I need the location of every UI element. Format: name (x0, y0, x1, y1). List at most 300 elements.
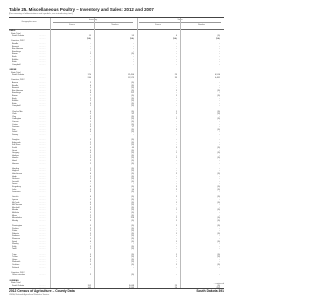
table-cell: 3 (89, 258, 91, 261)
table-cell: - (219, 162, 220, 165)
leader-dots: ......... (39, 196, 46, 199)
row-label: Jerauld (12, 180, 19, 183)
table-cell: 240 (87, 76, 91, 79)
table-cell: (D) (131, 201, 134, 204)
table-cell: 3 (89, 149, 91, 152)
table-cell: (D) (131, 162, 134, 165)
table-cell: 2 (89, 144, 91, 147)
leader-dots: ......... (39, 235, 46, 238)
row-label: Brule (12, 56, 17, 58)
leader-dots: ......... (39, 162, 46, 165)
table-cell: (D) (131, 105, 134, 108)
row-label: Butte (12, 61, 17, 64)
table-cell: (D) (217, 201, 220, 204)
leader-dots: ......... (39, 160, 46, 162)
table-cell: - (219, 230, 220, 233)
table-cell: - (176, 245, 177, 248)
table-cell: 5 (89, 139, 91, 142)
table-cell: - (219, 141, 220, 144)
table-cell: - (176, 154, 177, 157)
row-label: Hutchinson (12, 173, 23, 175)
table-cell: 6 (89, 256, 91, 259)
table-cell: 1 (89, 167, 91, 170)
table-cell: (D) (131, 170, 134, 173)
table-cell: - (176, 248, 177, 251)
table-cell: (D) (131, 84, 134, 87)
table-cell: 3,048 (128, 284, 134, 287)
table-cell: (D) (217, 232, 220, 235)
row-label: Perkins (12, 227, 19, 230)
leader-dots: ......... (39, 113, 46, 116)
table-cell: - (176, 102, 177, 105)
table-cell: 6,916 (214, 74, 220, 77)
table-cell: - (219, 199, 220, 201)
table-cell: (D) (131, 191, 134, 194)
table-cell: (D) (217, 264, 220, 266)
footer-agency: USDA, National Agricultural Statistics Service (9, 293, 50, 296)
table-cell: - (133, 63, 134, 66)
table-cell: 3 (89, 157, 91, 160)
leader-dots: ......... (39, 243, 46, 246)
table-header (9, 18, 224, 30)
table-cell: (D) (131, 102, 134, 105)
row-label: Brookings (12, 92, 21, 95)
table-cell: 1 (175, 201, 177, 204)
table-cell: - (176, 123, 177, 126)
leader-dots: ......... (39, 183, 46, 186)
row-label: Beadle (12, 43, 19, 45)
table-cell: 1 (175, 157, 177, 160)
table-cell: - (90, 45, 91, 48)
table-cell: (D) (217, 188, 220, 191)
table-cell: 1 (175, 147, 177, 149)
table-cell: 165 (87, 287, 91, 290)
row-label: State Total (11, 32, 21, 35)
row-label: GEESE (9, 69, 17, 71)
table-cell: 62 (131, 113, 134, 116)
leader-dots: ......... (39, 212, 46, 214)
table-cell: - (90, 56, 91, 58)
table-cell: (D) (131, 235, 134, 238)
table-cell: - (133, 48, 134, 51)
table-cell: (D) (217, 95, 220, 97)
table-cell: 4 (89, 209, 91, 212)
leader-dots: ......... (39, 261, 46, 264)
table-cell: - (219, 160, 220, 162)
table-cell: - (176, 53, 177, 56)
row-label: Lake (12, 188, 17, 191)
leader-dots: ......... (39, 238, 46, 240)
row-label: Buffalo (12, 100, 19, 103)
leader-dots: ......... (39, 102, 46, 105)
row-label: Walworth (12, 261, 21, 264)
leader-dots: ......... (39, 157, 46, 160)
table-cell: 2 (89, 274, 91, 277)
row-label: Counties, 2012 (11, 40, 25, 43)
row-label: Beadle (12, 84, 19, 87)
row-label: EMUS (9, 30, 16, 32)
table-cell: - (219, 92, 220, 95)
table-cell: 1 (89, 105, 91, 108)
row-label: Campbell (12, 105, 21, 108)
table-cell: - (176, 204, 177, 207)
table-cell: - (219, 131, 220, 134)
leader-dots: ......... (39, 274, 46, 277)
table-cell: - (90, 63, 91, 66)
row-label: Other counties (12, 274, 26, 277)
table-cell: - (176, 56, 177, 58)
table-cell: - (219, 115, 220, 118)
row-label: Brown (12, 53, 18, 56)
table-cell: 1 (175, 253, 177, 256)
row-label: Fall River (12, 144, 21, 147)
table-cell: - (176, 183, 177, 186)
table-cell: (D) (131, 196, 134, 199)
table-cell: - (219, 214, 220, 217)
row-label: South Dakota (12, 284, 25, 287)
table-cell: - (176, 141, 177, 144)
table-cell: (D) (131, 186, 134, 188)
table-cell: (D) (131, 258, 134, 261)
table-cell: - (219, 274, 220, 277)
table-cell: 1 (89, 53, 91, 56)
table-cell: 5 (89, 232, 91, 235)
table-cell: 1 (175, 196, 177, 199)
header-col-number-2: Number (197, 23, 206, 26)
row-label: Lawrence (12, 191, 21, 194)
table-cell: - (219, 258, 220, 261)
table-cell: 3 (89, 131, 91, 134)
table-cell: 2 (89, 170, 91, 173)
leader-dots: ......... (39, 167, 46, 170)
table-cell: (D) (217, 219, 220, 222)
table-cell: (D) (131, 214, 134, 217)
table-cell: 1 (89, 230, 91, 233)
table-cell: 152 (87, 284, 91, 287)
header-group-inventory: Inventory (88, 18, 98, 21)
table-cell: - (176, 105, 177, 108)
row-label: Union (12, 258, 18, 261)
leader-dots: ......... (39, 204, 46, 207)
table-cell: - (219, 170, 220, 173)
leader-dots: ......... (39, 56, 46, 58)
table-cell: (D) (131, 95, 134, 97)
table-cell: 5 (89, 113, 91, 116)
leader-dots: ......... (39, 147, 46, 149)
table-cell: - (133, 56, 134, 58)
table-cell: 2 (89, 123, 91, 126)
table-cell: 126 (130, 217, 134, 220)
leader-dots: ......... (39, 84, 46, 87)
row-label: Brown (12, 95, 18, 97)
table-cell: - (90, 61, 91, 64)
table-cell: 1 (175, 128, 177, 131)
leader-dots: ......... (39, 144, 46, 147)
leader-dots: ......... (39, 53, 46, 56)
leader-dots: ......... (39, 178, 46, 181)
row-label: Jackson (12, 178, 20, 181)
leader-dots: ......... (39, 100, 46, 103)
row-label: Minnehaha (12, 217, 22, 220)
table-cell: 4 (89, 240, 91, 243)
table-cell: 1 (89, 87, 91, 90)
leader-dots: ......... (39, 173, 46, 175)
table-cell: - (176, 115, 177, 118)
row-label: Hyde (12, 175, 17, 178)
table-cell: - (176, 45, 177, 48)
leader-dots: ......... (39, 225, 46, 227)
row-label: Edmunds (12, 141, 21, 144)
table-cell: - (176, 258, 177, 261)
table-cell: - (176, 82, 177, 84)
table-cell: 1 (89, 238, 91, 240)
table-cell: - (176, 191, 177, 194)
table-cell: - (176, 92, 177, 95)
table-cell: 24 (174, 287, 177, 290)
table-cell: 9 (89, 217, 91, 220)
leader-dots: ......... (39, 43, 46, 45)
table-cell: - (176, 126, 177, 129)
leader-dots: ......... (39, 219, 46, 222)
table-cell: (D) (217, 240, 220, 243)
row-label: South Dakota (12, 74, 25, 77)
table-cell: - (176, 50, 177, 53)
table-cell: - (219, 126, 220, 129)
table-cell: (D) (217, 118, 220, 121)
table-cell: (D) (131, 256, 134, 259)
leader-dots: ......... (39, 82, 46, 84)
table-cell: 6 (89, 92, 91, 95)
table-cell: (D) (131, 89, 134, 92)
table-cell: (D) (217, 147, 220, 149)
table-cell: (D) (217, 217, 220, 220)
leader-dots: ......... (39, 206, 46, 209)
table-cell: (D) (131, 97, 134, 100)
table-cell: - (176, 139, 177, 142)
leader-dots: ......... (39, 209, 46, 212)
row-label: Brookings (12, 50, 21, 53)
table-cell: 5 (89, 264, 91, 266)
leader-dots: ......... (39, 87, 46, 90)
table-cell: (D) (131, 212, 134, 214)
row-label: State Total (11, 71, 21, 74)
table-cell: (D) (217, 196, 220, 199)
table-cell: 1 (175, 89, 177, 92)
table-cell: (D) (131, 144, 134, 147)
row-label: Roberts (12, 232, 20, 235)
table-cell: 2 (89, 214, 91, 217)
table-cell: (D) (217, 157, 220, 160)
leader-dots: ......... (39, 126, 46, 129)
row-label: Lyman (12, 199, 18, 201)
leader-dots: ......... (39, 58, 46, 61)
row-label: Turner (12, 256, 18, 259)
table-cell: (D) (131, 180, 134, 183)
leader-dots: ......... (39, 141, 46, 144)
header-group-sales: Sales (177, 18, 183, 21)
table-cell: - (219, 63, 220, 66)
table-cell: - (219, 139, 220, 142)
row-label: GUINEAS (9, 279, 19, 282)
table-cell: - (176, 214, 177, 217)
row-label: Bon Homme (12, 89, 24, 92)
table-cell: 1 (175, 209, 177, 212)
table-cell: - (176, 121, 177, 123)
row-label: McPherson (12, 204, 23, 207)
leader-dots: ......... (39, 230, 46, 233)
table-cell: - (133, 61, 134, 64)
table-cell: - (219, 134, 220, 136)
table-cell: (D) (217, 152, 220, 155)
row-label: Counties, 2012 (11, 271, 25, 274)
table-cell: 1 (89, 248, 91, 251)
table-cell: - (176, 84, 177, 87)
row-label: Brule (12, 97, 17, 100)
leader-dots: ......... (39, 105, 46, 108)
table-cell: - (176, 162, 177, 165)
table-cell: 5 (89, 188, 91, 191)
table-cell: 12,496 (127, 74, 134, 77)
table-cell: 2 (175, 173, 177, 175)
table-cell: - (219, 180, 220, 183)
table-cell: 4 (89, 152, 91, 155)
row-label: Pennington (12, 225, 23, 227)
table-cell: - (219, 97, 220, 100)
table-cell: 112 (130, 92, 134, 95)
table-cell: (D) (131, 118, 134, 121)
table-cell: 1 (175, 152, 177, 155)
row-label: Buffalo (12, 58, 19, 61)
table-cell: 1 (175, 256, 177, 259)
table-cell: (NA) (172, 37, 177, 40)
row-label: Faulk (12, 147, 17, 149)
table-cell: 1 (89, 245, 91, 248)
leader-dots: ......... (39, 131, 46, 134)
table-cell: - (176, 227, 177, 230)
row-label: State Total (11, 282, 21, 285)
leader-dots: ......... (39, 287, 46, 290)
table-cell: - (176, 149, 177, 152)
table-cell: 3 (89, 191, 91, 194)
table-cell: (D) (131, 206, 134, 209)
table-cell: (D) (131, 248, 134, 251)
table-cell: - (176, 63, 177, 66)
table-cell: - (90, 134, 91, 136)
table-cell: 2 (89, 82, 91, 84)
table-cell: (D) (131, 173, 134, 175)
row-label: Gregory (12, 152, 20, 155)
table-cell: 4 (89, 147, 91, 149)
row-label: Counties, 2012 (11, 79, 25, 82)
table-cell: - (176, 199, 177, 201)
leader-dots: ......... (39, 253, 46, 256)
table-cell: 4 (89, 128, 91, 131)
table-cell: (D) (131, 209, 134, 212)
leader-dots: ......... (39, 128, 46, 131)
leader-dots: ......... (39, 258, 46, 261)
table-cell: (D) (131, 261, 134, 264)
leader-dots: ......... (39, 217, 46, 220)
row-label: Grant (12, 149, 18, 152)
table-cell: 3 (89, 102, 91, 105)
table-cell: 812 (216, 287, 220, 290)
table-cell: 29 (174, 74, 177, 77)
row-label: Aurora (12, 82, 19, 84)
table-cell: - (133, 266, 134, 269)
leader-dots: ......... (39, 92, 46, 95)
table-cell: 1 (89, 121, 91, 123)
row-label: Ziebach (12, 266, 20, 269)
table-cell: - (176, 87, 177, 90)
row-label: Stanley (12, 243, 19, 246)
row-label: Clay (12, 115, 17, 118)
table-cell: - (90, 243, 91, 246)
table-cell: (D) (217, 186, 220, 188)
row-label: Douglas (12, 139, 20, 142)
table-cell: - (176, 170, 177, 173)
table-cell: (D) (131, 128, 134, 131)
table-cell: (D) (131, 199, 134, 201)
table-cell: 2 (89, 199, 91, 201)
row-label: Marshall (12, 206, 20, 209)
leader-dots: ......... (39, 170, 46, 173)
table-cell: - (219, 154, 220, 157)
table-cell: 6 (89, 173, 91, 175)
table-cell: - (219, 178, 220, 181)
table-cell: - (133, 50, 134, 53)
table-cell: (D) (131, 225, 134, 227)
row-label: Todd (12, 248, 17, 251)
table-cell: - (90, 50, 91, 53)
table-cell: - (176, 160, 177, 162)
table-cell: - (176, 261, 177, 264)
table-cell: - (219, 100, 220, 103)
row-label: Davison (12, 126, 20, 129)
table-cell: 3 (89, 219, 91, 222)
table-cell: - (219, 121, 220, 123)
table-cell: (D) (217, 128, 220, 131)
leader-dots: ......... (39, 74, 46, 77)
table-cell: 3,243 (128, 287, 134, 290)
leader-dots: ......... (39, 35, 46, 38)
row-label: Bon Homme (12, 48, 24, 51)
table-cell: - (133, 43, 134, 45)
table-cell: 4 (89, 110, 91, 113)
leader-dots: ......... (39, 134, 46, 136)
row-label: Mellette (12, 212, 20, 214)
leader-dots: ......... (39, 118, 46, 121)
table-cell: (D) (131, 230, 134, 233)
leader-dots: ......... (39, 48, 46, 51)
continued-note: – continued (213, 283, 224, 285)
leader-dots: ......... (39, 149, 46, 152)
table-cell: 39 (174, 76, 177, 79)
table-cell: 4 (89, 201, 91, 204)
header-col-number-1: Number (111, 23, 119, 26)
table-cell: 2 (89, 235, 91, 238)
row-label: Clark (12, 113, 17, 116)
table-cell: - (219, 245, 220, 248)
table-cell: - (219, 61, 220, 64)
leader-dots: ......... (39, 199, 46, 201)
table-cell: (D) (217, 89, 220, 92)
leader-dots: ......... (39, 123, 46, 126)
table-cell: - (219, 266, 220, 269)
table-cell: 2 (89, 115, 91, 118)
table-cell: - (219, 50, 220, 53)
leader-dots: ......... (39, 227, 46, 230)
table-cell: (D) (217, 113, 220, 116)
